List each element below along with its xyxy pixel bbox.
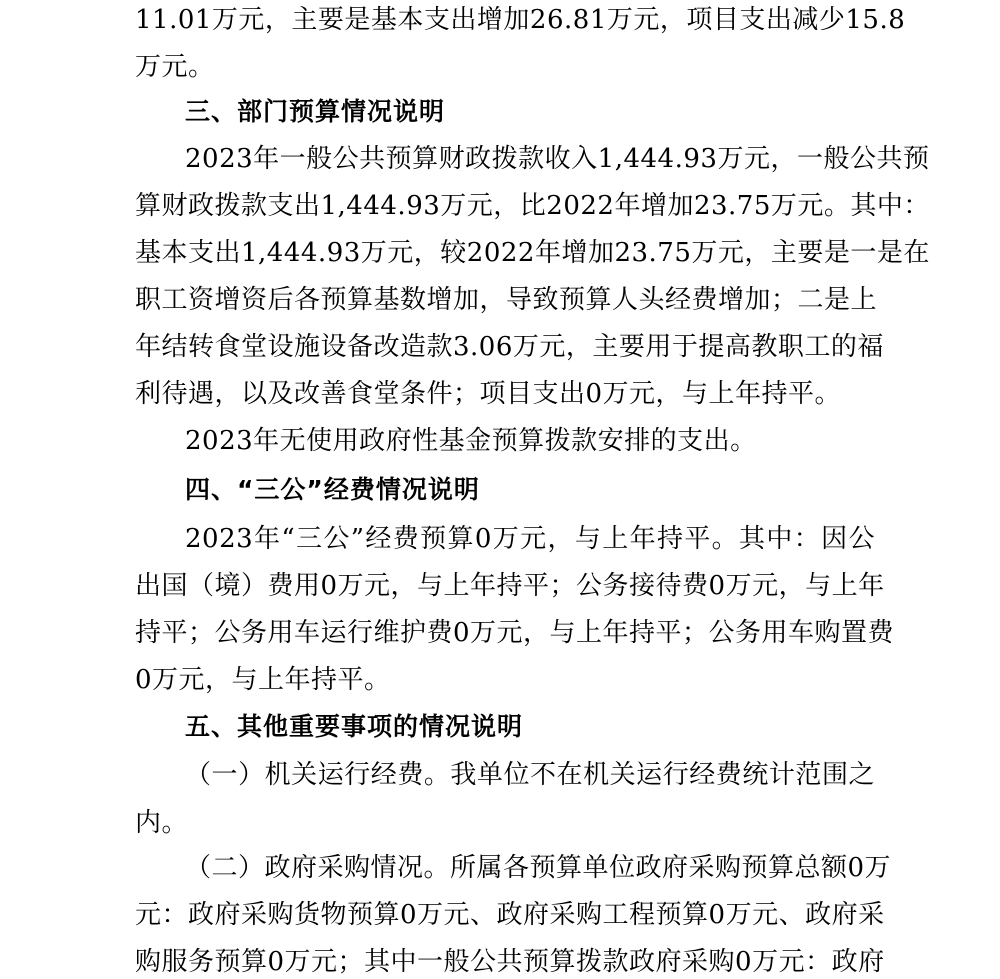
section-heading-other-matters: 五、其他重要事项的情况说明 xyxy=(185,712,524,741)
paragraph-line: 0万元，与上年持平。 xyxy=(135,665,391,695)
paragraph-line: 万元。 xyxy=(135,52,215,82)
section-heading-budget: 三、部门预算情况说明 xyxy=(185,97,446,126)
paragraph-line: 出国（境）费用0万元，与上年持平；公务接待费0万元，与上年 xyxy=(135,571,885,601)
paragraph-line: 2023年无使用政府性基金预算拨款安排的支出。 xyxy=(185,426,757,456)
paragraph-line: （二）政府采购情况。所属各预算单位政府采购预算总额0万 xyxy=(185,853,892,883)
section-heading-three-public: 四、“三公”经费情况说明 xyxy=(185,475,480,504)
paragraph-line: 职工资增资后各预算基数增加，导致预算人头经费增加；二是上 xyxy=(135,285,878,315)
paragraph-line: （一）机关运行经费。我单位不在机关运行经费统计范围之 xyxy=(185,760,875,790)
paragraph-line: 基本支出1,444.93万元，较2022年增加23.75万元，主要是一是在 xyxy=(135,238,930,268)
paragraph-line: 购服务预算0万元；其中一般公共预算拨款政府采购0万元：政府 xyxy=(135,947,885,977)
paragraph-line: 持平；公务用车运行维护费0万元，与上年持平；公务用车购置费 xyxy=(135,618,895,648)
paragraph-line: 算财政拨款支出1,444.93万元，比2022年增加23.75万元。其中： xyxy=(135,191,930,221)
paragraph-line: 年结转食堂设施设备改造款3.06万元，主要用于提高教职工的福 xyxy=(135,332,884,362)
paragraph-line: 2023年一般公共预算财政拨款收入1,444.93万元，一般公共预 xyxy=(185,144,930,174)
paragraph-line: 元：政府采购货物预算0万元、政府采购工程预算0万元、政府采 xyxy=(135,900,885,930)
paragraph-line: 2023年“三公”经费预算0万元，与上年持平。其中：因公 xyxy=(185,524,875,554)
paragraph-line: 内。 xyxy=(135,808,189,838)
paragraph-line: 利待遇，以及改善食堂条件；项目支出0万元，与上年持平。 xyxy=(135,379,842,409)
paragraph-line: 11.01万元，主要是基本支出增加26.81万元，项目支出减少15.8 xyxy=(135,5,906,35)
